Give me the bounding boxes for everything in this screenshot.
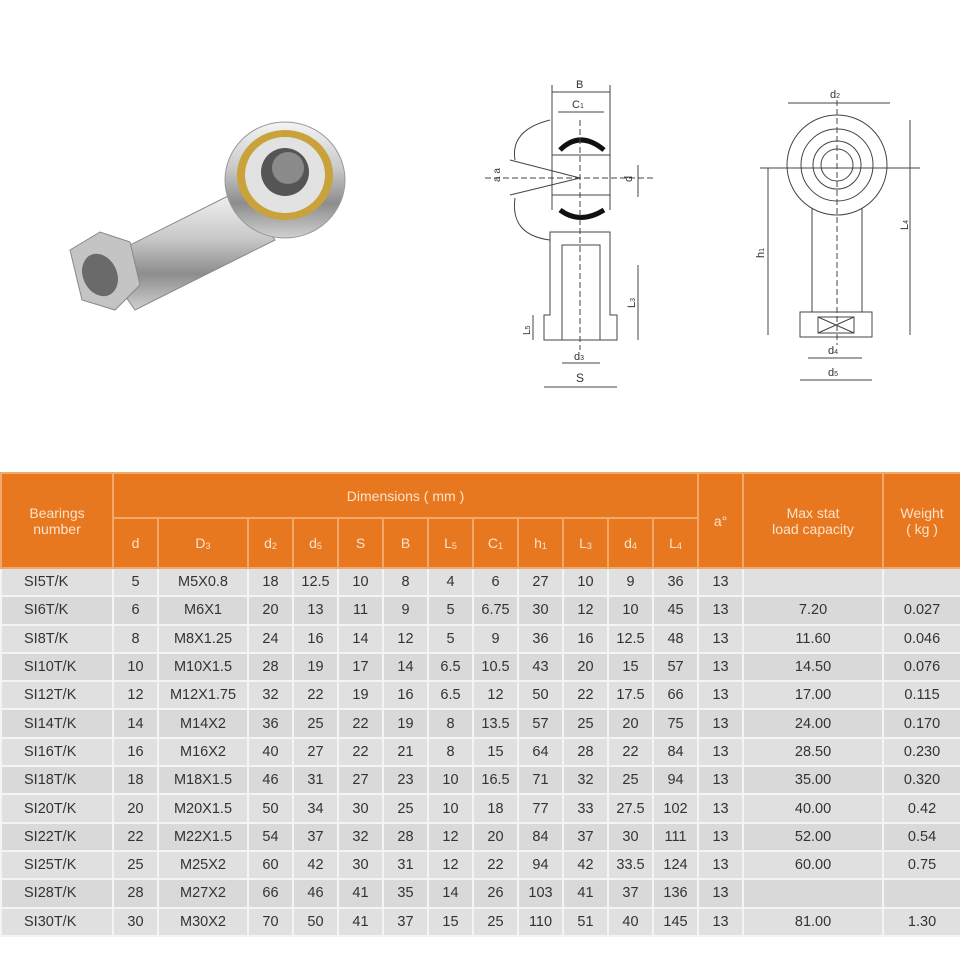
- table-cell: 28: [113, 879, 158, 907]
- table-row: [1, 908, 960, 936]
- table-cell: 10.5: [473, 653, 518, 681]
- label-L3: L3: [626, 297, 638, 308]
- label-B: B: [576, 79, 584, 91]
- bearing-number-cell: SI18T/K: [1, 766, 113, 794]
- table-cell: 36: [518, 625, 563, 653]
- table-cell: 30: [113, 908, 158, 936]
- bearing-number-cell: SI30T/K: [1, 908, 113, 936]
- table-cell: 25: [293, 709, 338, 737]
- table-cell: 48: [653, 625, 698, 653]
- table-cell: M30X2: [158, 908, 248, 936]
- table-cell: 28: [563, 738, 608, 766]
- label-L5: L5: [522, 325, 533, 335]
- label-S: S: [576, 371, 585, 385]
- table-cell: 12.5: [608, 625, 653, 653]
- table-cell: 0.076: [883, 653, 960, 681]
- table-cell: M10X1.5: [158, 653, 248, 681]
- bearing-number-cell: SI16T/K: [1, 738, 113, 766]
- table-cell: 64: [518, 738, 563, 766]
- bearing-number-cell: SI28T/K: [1, 879, 113, 907]
- front-view-diagram: [750, 80, 920, 390]
- table-cell: 32: [338, 823, 383, 851]
- table-cell: M27X2: [158, 879, 248, 907]
- table-cell: 16: [563, 625, 608, 653]
- table-cell: 5: [428, 596, 473, 624]
- table-cell: 30: [338, 851, 383, 879]
- column-header-subscript: 1: [541, 541, 547, 551]
- table-cell: 13: [698, 596, 743, 624]
- table-cell: 36: [248, 709, 293, 737]
- table-cell: 31: [293, 766, 338, 794]
- table-row: [1, 823, 960, 851]
- table-cell: 33: [563, 794, 608, 822]
- column-header: [428, 518, 473, 568]
- table-cell: 13: [698, 709, 743, 737]
- table-cell: 15: [608, 653, 653, 681]
- table-cell: 36: [653, 568, 698, 596]
- label-d: d: [623, 175, 635, 182]
- table-cell: 22: [338, 738, 383, 766]
- table-cell: 40: [248, 738, 293, 766]
- table-cell: 12.5: [293, 568, 338, 596]
- table-cell: 13: [698, 851, 743, 879]
- table-cell: 9: [383, 596, 428, 624]
- table-cell: 35: [383, 879, 428, 907]
- column-header-subscript: 5: [316, 541, 322, 551]
- table-cell: 46: [293, 879, 338, 907]
- label-d3: d3: [574, 351, 585, 363]
- table-cell: 11.60: [743, 625, 883, 653]
- table-cell: 25: [383, 794, 428, 822]
- table-cell: 25: [608, 766, 653, 794]
- table-cell: 8: [428, 709, 473, 737]
- table-cell: 24: [248, 625, 293, 653]
- column-header-label: L: [444, 535, 452, 551]
- table-cell: 14: [383, 653, 428, 681]
- bearing-number-cell: SI5T/K: [1, 568, 113, 596]
- table-cell: 10: [563, 568, 608, 596]
- table-cell: 27: [293, 738, 338, 766]
- table-cell: 32: [248, 681, 293, 709]
- table-cell: 27: [518, 568, 563, 596]
- label-d5: d5: [828, 367, 839, 379]
- table-cell: 27.5: [608, 794, 653, 822]
- table-cell: 18: [248, 568, 293, 596]
- rod-end-bearing-photo: [60, 110, 350, 320]
- table-cell: M22X1.5: [158, 823, 248, 851]
- table-cell: 20: [563, 653, 608, 681]
- label-a: a a: [492, 168, 503, 182]
- table-cell: 32: [563, 766, 608, 794]
- table-cell: 19: [338, 681, 383, 709]
- table-cell: 41: [563, 879, 608, 907]
- column-header-label: B: [400, 535, 411, 551]
- table-cell: 22: [563, 681, 608, 709]
- column-header-label: d: [131, 535, 140, 551]
- table-cell: M16X2: [158, 738, 248, 766]
- table-cell: 13: [698, 625, 743, 653]
- column-header-subscript: 1: [498, 541, 504, 551]
- table-cell: 94: [518, 851, 563, 879]
- table-cell: 54: [248, 823, 293, 851]
- table-cell: 57: [518, 709, 563, 737]
- bearing-number-cell: SI8T/K: [1, 625, 113, 653]
- label-h1: h1: [755, 247, 767, 258]
- column-header: [248, 518, 293, 568]
- table-cell: 5: [113, 568, 158, 596]
- table-cell: 13.5: [473, 709, 518, 737]
- table-cell: 22: [293, 681, 338, 709]
- column-header-subscript: 4: [631, 541, 637, 551]
- table-cell: 31: [383, 851, 428, 879]
- column-header-subscript: 5: [451, 541, 457, 551]
- table-cell: 12: [428, 851, 473, 879]
- table-cell: 7.20: [743, 596, 883, 624]
- table-cell: 14: [113, 709, 158, 737]
- column-header-subscript: 3: [205, 541, 211, 551]
- angle-header: a°: [698, 473, 743, 568]
- table-cell: 9: [608, 568, 653, 596]
- table-cell: 81.00: [743, 908, 883, 936]
- table-cell: 30: [518, 596, 563, 624]
- bearing-number-cell: SI6T/K: [1, 596, 113, 624]
- label-L4: L4: [899, 219, 911, 230]
- table-cell: 18: [113, 766, 158, 794]
- table-cell: 14: [428, 879, 473, 907]
- table-cell: 46: [248, 766, 293, 794]
- table-cell: 12: [428, 823, 473, 851]
- bearing-number-cell: SI10T/K: [1, 653, 113, 681]
- column-header: [293, 518, 338, 568]
- table-cell: 25: [113, 851, 158, 879]
- table-row: [1, 851, 960, 879]
- table-cell: [883, 568, 960, 596]
- table-cell: 22: [473, 851, 518, 879]
- table-cell: 23: [383, 766, 428, 794]
- table-cell: 10: [113, 653, 158, 681]
- table-cell: 19: [293, 653, 338, 681]
- table-cell: 13: [698, 766, 743, 794]
- table-cell: 12: [113, 681, 158, 709]
- column-header: [473, 518, 518, 568]
- section-view-diagram: [480, 60, 660, 400]
- table-cell: M14X2: [158, 709, 248, 737]
- table-cell: 111: [653, 823, 698, 851]
- table-cell: 50: [518, 681, 563, 709]
- table-cell: 10: [608, 596, 653, 624]
- table-cell: 0.115: [883, 681, 960, 709]
- table-cell: 0.230: [883, 738, 960, 766]
- table-cell: 8: [113, 625, 158, 653]
- dimensions-header: Dimensions ( mm ): [113, 473, 698, 518]
- table-cell: 0.170: [883, 709, 960, 737]
- table-cell: 37: [383, 908, 428, 936]
- table-cell: 145: [653, 908, 698, 936]
- table-cell: 17.00: [743, 681, 883, 709]
- table-row: [1, 794, 960, 822]
- table-cell: 17: [338, 653, 383, 681]
- table-cell: 102: [653, 794, 698, 822]
- label-d2: d2: [830, 89, 841, 101]
- column-header: [608, 518, 653, 568]
- table-cell: 30: [608, 823, 653, 851]
- column-header: [563, 518, 608, 568]
- table-cell: 0.42: [883, 794, 960, 822]
- column-header-label: S: [355, 535, 366, 551]
- table-row: [1, 879, 960, 907]
- table-cell: 13: [698, 653, 743, 681]
- table-cell: 6: [113, 596, 158, 624]
- table-cell: 43: [518, 653, 563, 681]
- table-cell: 8: [383, 568, 428, 596]
- table-cell: 28: [248, 653, 293, 681]
- table-cell: 22: [338, 709, 383, 737]
- column-header-label: D: [195, 535, 206, 551]
- column-header: [113, 518, 158, 568]
- table-row: [1, 653, 960, 681]
- column-header-label: d: [264, 535, 272, 551]
- bearing-number-cell: SI12T/K: [1, 681, 113, 709]
- bearing-number-cell: SI20T/K: [1, 794, 113, 822]
- table-cell: 28.50: [743, 738, 883, 766]
- table-cell: 77: [518, 794, 563, 822]
- table-cell: [743, 568, 883, 596]
- table-cell: 30: [338, 794, 383, 822]
- table-cell: 28: [383, 823, 428, 851]
- table-cell: M25X2: [158, 851, 248, 879]
- table-cell: 6.5: [428, 681, 473, 709]
- table-cell: 10: [428, 794, 473, 822]
- column-header-label: L: [579, 535, 587, 551]
- table-cell: 10: [338, 568, 383, 596]
- table-cell: 12: [383, 625, 428, 653]
- table-cell: 6.5: [428, 653, 473, 681]
- table-cell: 13: [698, 738, 743, 766]
- column-header-label: d: [624, 535, 632, 551]
- column-header-subscript: 3: [586, 541, 592, 551]
- column-header: [383, 518, 428, 568]
- table-cell: 35.00: [743, 766, 883, 794]
- table-cell: 22: [608, 738, 653, 766]
- table-row: [1, 738, 960, 766]
- table-cell: 11: [338, 596, 383, 624]
- table-cell: 13: [698, 879, 743, 907]
- table-cell: 40.00: [743, 794, 883, 822]
- table-cell: 13: [293, 596, 338, 624]
- bearing-number-cell: SI14T/K: [1, 709, 113, 737]
- column-header: [518, 518, 563, 568]
- label-C1: C1: [572, 99, 584, 111]
- table-cell: 0.027: [883, 596, 960, 624]
- table-row: [1, 766, 960, 794]
- table-cell: 66: [653, 681, 698, 709]
- table-cell: 94: [653, 766, 698, 794]
- table-cell: 13: [698, 794, 743, 822]
- table-cell: 0.320: [883, 766, 960, 794]
- table-cell: 51: [563, 908, 608, 936]
- table-cell: 21: [383, 738, 428, 766]
- table-cell: 71: [518, 766, 563, 794]
- table-cell: 16: [383, 681, 428, 709]
- table-cell: 57: [653, 653, 698, 681]
- column-header-label: h: [534, 535, 542, 551]
- table-cell: 16: [113, 738, 158, 766]
- table-cell: 12: [473, 681, 518, 709]
- column-header-subscript: 2: [271, 541, 277, 551]
- table-cell: 16.5: [473, 766, 518, 794]
- label-d4: d4: [828, 345, 839, 357]
- table-cell: 24.00: [743, 709, 883, 737]
- table-cell: 18: [473, 794, 518, 822]
- table-cell: 26: [473, 879, 518, 907]
- table-cell: M5X0.8: [158, 568, 248, 596]
- table-cell: 33.5: [608, 851, 653, 879]
- table-cell: 41: [338, 879, 383, 907]
- table-cell: M18X1.5: [158, 766, 248, 794]
- table-cell: 17.5: [608, 681, 653, 709]
- table-cell: 10: [428, 766, 473, 794]
- table-cell: 1.30: [883, 908, 960, 936]
- table-row: [1, 709, 960, 737]
- bearing-number-header: Bearings number: [1, 473, 113, 568]
- table-cell: 60: [248, 851, 293, 879]
- table-cell: [883, 879, 960, 907]
- table-cell: 52.00: [743, 823, 883, 851]
- column-header: [158, 518, 248, 568]
- table-cell: 20: [608, 709, 653, 737]
- table-cell: M8X1.25: [158, 625, 248, 653]
- table-cell: 37: [608, 879, 653, 907]
- table-cell: 9: [473, 625, 518, 653]
- table-row: [1, 568, 960, 596]
- table-cell: M12X1.75: [158, 681, 248, 709]
- column-header-label: C: [487, 535, 499, 551]
- table-cell: 41: [338, 908, 383, 936]
- table-row: [1, 681, 960, 709]
- table-cell: 60.00: [743, 851, 883, 879]
- table-cell: 6: [473, 568, 518, 596]
- table-cell: 0.54: [883, 823, 960, 851]
- weight-header: Weight ( kg ): [883, 473, 960, 568]
- table-cell: 84: [518, 823, 563, 851]
- table-cell: 16: [293, 625, 338, 653]
- table-cell: 37: [293, 823, 338, 851]
- table-row: [1, 596, 960, 624]
- table-cell: 66: [248, 879, 293, 907]
- table-cell: 15: [473, 738, 518, 766]
- table-cell: 14.50: [743, 653, 883, 681]
- table-cell: 136: [653, 879, 698, 907]
- table-cell: 27: [338, 766, 383, 794]
- table-cell: 12: [563, 596, 608, 624]
- table-cell: 124: [653, 851, 698, 879]
- table-cell: 6.75: [473, 596, 518, 624]
- table-cell: 34: [293, 794, 338, 822]
- table-cell: 15: [428, 908, 473, 936]
- table-cell: 50: [293, 908, 338, 936]
- table-cell: 42: [563, 851, 608, 879]
- table-cell: 20: [113, 794, 158, 822]
- column-header: [653, 518, 698, 568]
- table-cell: 20: [248, 596, 293, 624]
- load-capacity-header: Max stat load capacity: [743, 473, 883, 568]
- table-cell: 25: [563, 709, 608, 737]
- table-cell: 13: [698, 681, 743, 709]
- table-cell: 19: [383, 709, 428, 737]
- table-cell: 50: [248, 794, 293, 822]
- table-cell: 75: [653, 709, 698, 737]
- table-cell: 13: [698, 908, 743, 936]
- column-header: [338, 518, 383, 568]
- bearing-number-cell: SI22T/K: [1, 823, 113, 851]
- table-cell: 8: [428, 738, 473, 766]
- table-cell: M6X1: [158, 596, 248, 624]
- bearing-eye: [225, 122, 345, 238]
- specification-table: [0, 472, 960, 937]
- table-cell: 37: [563, 823, 608, 851]
- table-cell: 5: [428, 625, 473, 653]
- table-cell: 45: [653, 596, 698, 624]
- table-cell: 13: [698, 823, 743, 851]
- table-row: [1, 625, 960, 653]
- table-cell: 22: [113, 823, 158, 851]
- table-cell: 13: [698, 568, 743, 596]
- bearing-number-cell: SI25T/K: [1, 851, 113, 879]
- table-cell: 70: [248, 908, 293, 936]
- table-cell: 0.046: [883, 625, 960, 653]
- table-cell: 0.75: [883, 851, 960, 879]
- table-cell: 110: [518, 908, 563, 936]
- column-header-label: L: [669, 535, 677, 551]
- column-header-subscript: 4: [676, 541, 682, 551]
- column-header-label: d: [309, 535, 317, 551]
- table-cell: 42: [293, 851, 338, 879]
- table-cell: M20X1.5: [158, 794, 248, 822]
- table-cell: 103: [518, 879, 563, 907]
- table-cell: 40: [608, 908, 653, 936]
- table-cell: 20: [473, 823, 518, 851]
- table-cell: 14: [338, 625, 383, 653]
- table-cell: 25: [473, 908, 518, 936]
- table-cell: 4: [428, 568, 473, 596]
- table-cell: 84: [653, 738, 698, 766]
- table-cell: [743, 879, 883, 907]
